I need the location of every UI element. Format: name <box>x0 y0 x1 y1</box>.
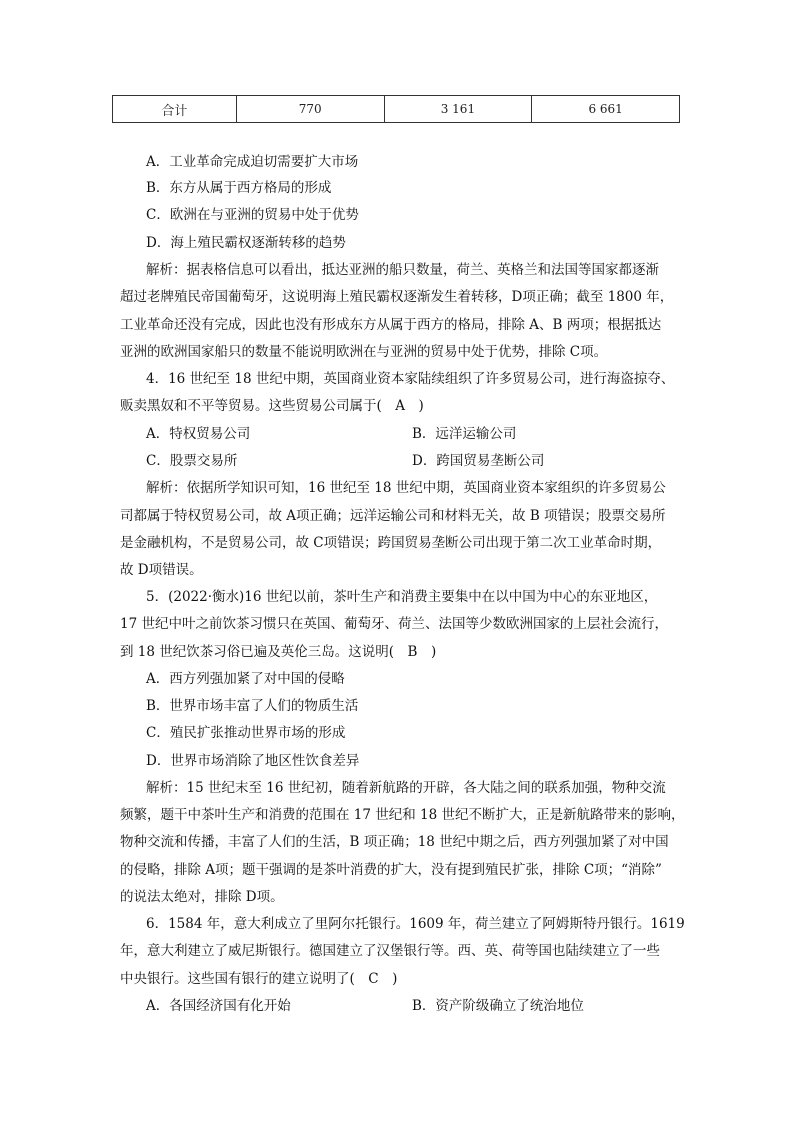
q5-option-b: B．世界市场丰富了人们的物质生活 <box>146 698 359 714</box>
q5-option-a: A．西方列强加紧了对中国的侵略 <box>146 671 345 687</box>
q4-stem-line-1: 4．16 世纪至 18 世纪中期，英国商业资本家陆续组织了许多贸易公司，进行海盗掠夺、 <box>146 371 675 387</box>
total-value-cell-1: 770 <box>236 96 384 123</box>
q6-option-a: A．各国经济国有化开始 <box>146 998 291 1014</box>
q4-stem-line-2: 贩卖黑奴和不平等贸易。这些贸易公司属于( A ) <box>120 398 424 414</box>
q5-option-c: C．殖民扩张推动世界市场的形成 <box>146 725 346 741</box>
total-label-cell: 合计 <box>113 96 237 123</box>
q5-explanation-line-5: 的说法太绝对，排除 D项。 <box>120 889 284 905</box>
q4-explanation-line-1: 解析：依据所学知识可知，16 世纪至 18 世纪中期，英国商业资本家组织的许多贸易公 <box>146 480 666 496</box>
q6-stem-line-3: 中央银行。这些国有银行的建立说明了( C ) <box>120 971 398 987</box>
q4-explanation-line-4: 故 D项错误。 <box>120 562 203 578</box>
q5-stem-line-1: 5．(2022·衡水)16 世纪以前，茶叶生产和消费主要集中在以中国为中心的东亚地区， <box>146 589 658 605</box>
q4-explanation-line-2: 司都属于特权贸易公司，故 A项正确；远洋运输公司和材料无关，故 B 项错误；股票交易所 <box>120 508 666 524</box>
q5-explanation-line-2: 频繁，题干中茶叶生产和消费的范围在 17 世纪和 18 世纪不断扩大，正是新航路带来的影响， <box>120 807 685 823</box>
q5-stem-line-2: 17 世纪中叶之前饮茶习惯只在英国、葡萄牙、荷兰、法国等少数欧洲国家的上层社会流行， <box>120 616 668 632</box>
q5-stem-line-3: 到 18 世纪饮茶习俗已遍及英伦三岛。这说明( B ) <box>120 644 437 660</box>
q3-option-b: B．东方从属于西方格局的形成 <box>146 180 332 196</box>
q6-stem-line-1: 6．1584 年，意大利成立了里阿尔托银行。1609 年，荷兰建立了阿姆斯特丹银行。1619 <box>146 916 685 932</box>
q5-explanation-line-1: 解析：15 世纪末至 16 世纪初，随着新航路的开辟，各大陆之间的联系加强，物种交流 <box>146 780 666 796</box>
total-value-cell-2: 3 161 <box>384 96 532 123</box>
q3-explanation-line-1: 解析：据表格信息可以看出，抵达亚洲的船只数量，荷兰、英格兰和法国等国家都逐渐 <box>146 262 659 278</box>
q4-option-c: C．股票交易所 <box>146 453 238 469</box>
q3-explanation-line-4: 亚洲的欧洲国家船只的数量不能说明欧洲在与亚洲的贸易中处于优势，排除 C项。 <box>120 344 608 360</box>
q3-option-c: C．欧洲在与亚洲的贸易中处于优势 <box>146 207 359 223</box>
q3-explanation-line-3: 工业革命还没有完成，因此也没有形成东方从属于西方的格局，排除 A、B 两项；根据抵达 <box>120 317 662 333</box>
q6-option-b: B．资产阶级确立了统治地位 <box>412 998 584 1014</box>
q6-stem-line-2: 年，意大利建立了威尼斯银行。德国建立了汉堡银行等。西、英、荷等国也陆续建立了一些 <box>120 943 660 959</box>
ship-count-table <box>112 95 680 123</box>
q3-explanation-line-2: 超过老牌殖民帝国葡萄牙，这说明海上殖民霸权逐渐发生着转移，D项正确；截至 1800 年， <box>120 289 674 305</box>
q4-option-a: A．特权贸易公司 <box>146 426 251 442</box>
q3-option-a: A．工业革命完成迫切需要扩大市场 <box>146 154 359 170</box>
table-row-total <box>113 96 680 123</box>
q5-explanation-line-3: 物种交流和传播，丰富了人们的生活，B 项正确；18 世纪中期之后，西方列强加紧了对中国 <box>120 834 669 850</box>
total-value-cell-3: 6 661 <box>532 96 680 123</box>
q4-explanation-line-3: 是金融机构，不是贸易公司，故 C项错误；跨国贸易垄断公司出现于第二次工业革命时期， <box>120 535 662 551</box>
q5-explanation-line-4: 的侵略，排除 A项；题干强调的是茶叶消费的扩大，没有提到殖民扩张，排除 C项；“消除” <box>120 862 662 878</box>
q4-option-b: B．远洋运输公司 <box>412 426 517 442</box>
q4-option-d: D．跨国贸易垄断公司 <box>412 453 545 469</box>
q5-option-d: D．世界市场消除了地区性饮食差异 <box>146 753 360 769</box>
q3-option-d: D．海上殖民霸权逐渐转移的趋势 <box>146 235 346 251</box>
